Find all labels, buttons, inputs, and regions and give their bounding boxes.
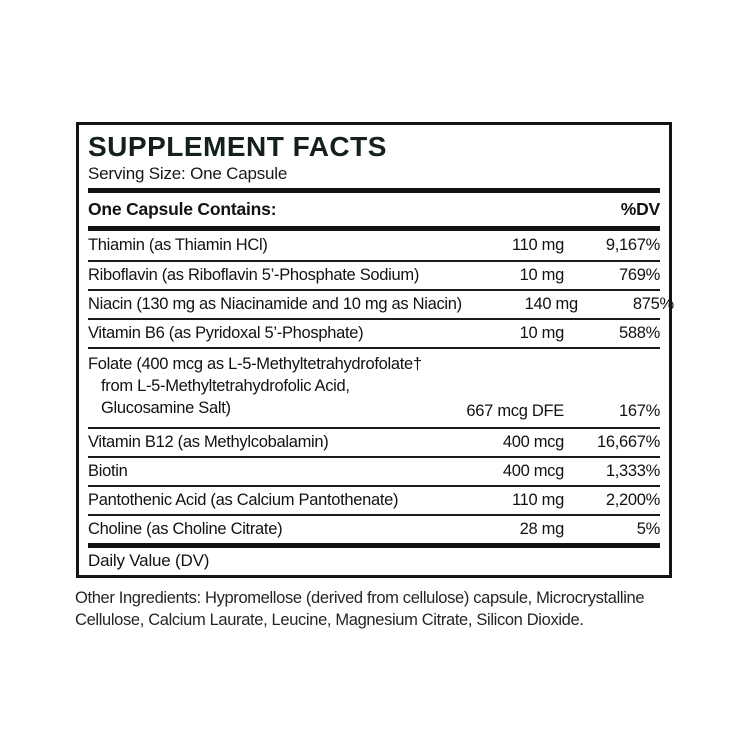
table-row-thiamin [88,231,660,260]
table-row-folate [88,347,660,427]
other-ingredients-line-1: Other Ingredients: Hypromellose (derived from cellulose) capsule, Microcrystalline [75,589,645,607]
ingredient-dv: 875% [632,295,674,313]
folate-name-line-3: Glucosamine Salt) [101,399,231,417]
folate-name-line-1: Folate (400 mcg as L-5-Methyltetrahydrofolate† [88,355,422,373]
table-row-choline [88,514,660,543]
ingredient-amount: 110 mg [511,491,564,509]
ingredient-dv: 16,667% [596,433,660,451]
table-row-vitamin-b6 [88,318,660,347]
table-row-riboflavin [88,260,660,289]
ingredient-amount: 10 mg [519,324,564,342]
ingredient-dv: 167% [618,402,660,420]
table-row-pantothenic-acid [88,485,660,514]
ingredient-name: Pantothenic Acid (as Calcium Pantothenate) [88,491,399,509]
ingredient-dv: 1,333% [605,462,660,480]
ingredient-name: Riboflavin (as Riboflavin 5’-Phosphate Sodium) [88,266,420,284]
panel-title: SUPPLEMENT FACTS [88,131,387,162]
column-header-row [88,193,660,226]
ingredient-amount: 400 mcg [502,433,564,451]
ingredient-dv: 2,200% [605,491,660,509]
ingredient-amount: 400 mcg [502,462,564,480]
supplement-facts-panel [76,122,672,578]
ingredient-dv: 588% [618,324,660,342]
ingredient-name: Niacin (130 mg as Niacinamide and 10 mg as Niacin) [88,295,462,313]
daily-value-note: Daily Value (DV) [88,551,210,570]
folate-name-line-2: from L-5-Methyltetrahydrofolic Acid, [101,377,350,395]
dv-column-header: %DV [620,199,660,219]
other-ingredients-line-2: Cellulose, Calcium Laurate, Leucine, Magnesium Citrate, Silicon Dioxide. [75,610,584,629]
other-ingredients [75,588,687,631]
table-row-biotin [88,456,660,485]
table-row-vitamin-b12 [88,427,660,456]
ingredient-name: Biotin [88,462,128,480]
ingredient-amount: 667 mcg DFE [466,402,564,420]
serving-size: Serving Size: One Capsule [88,164,288,183]
ingredient-dv: 5% [636,520,660,538]
ingredient-amount: 10 mg [519,266,564,284]
contains-column-header: One Capsule Contains: [88,199,277,219]
ingredient-name: Choline (as Choline Citrate) [88,520,283,538]
ingredient-amount: 140 mg [524,295,578,313]
ingredient-dv: 9,167% [605,236,660,254]
ingredient-name: Vitamin B6 (as Pyridoxal 5’-Phosphate) [88,324,364,342]
ingredient-amount: 28 mg [519,520,564,538]
ingredient-dv: 769% [618,266,660,284]
ingredient-amount: 110 mg [511,236,564,254]
ingredient-name: Thiamin (as Thiamin HCl) [88,236,268,254]
ingredient-name: Vitamin B12 (as Methylcobalamin) [88,433,329,451]
table-row-niacin [88,289,674,318]
ingredient-name [88,353,448,419]
